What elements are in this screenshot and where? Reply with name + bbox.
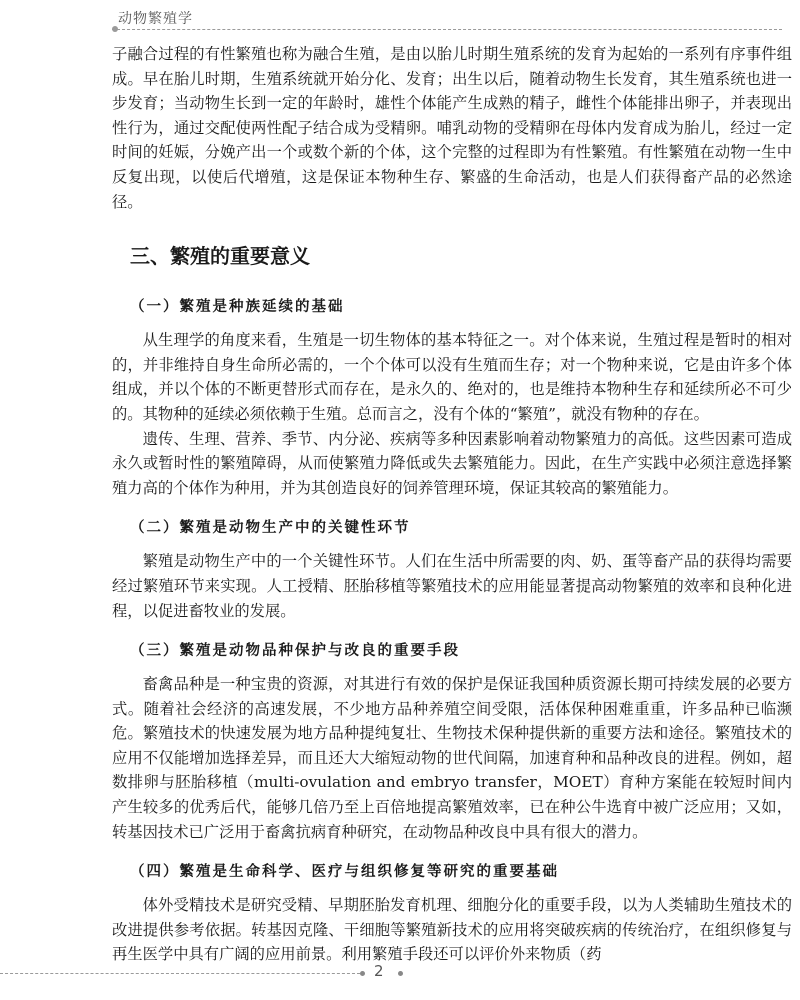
footer-dot — [360, 971, 365, 976]
page-body — [112, 42, 792, 967]
footer-rule — [0, 973, 360, 974]
footer-dot — [398, 971, 403, 976]
subsection-heading: （四）繁殖是生命科学、医疗与组织修复等研究的重要基础 — [130, 863, 559, 881]
section-heading: 三、繁殖的重要意义 — [130, 244, 310, 269]
paragraph: 遗传、生理、营养、季节、内分泌、疾病等多种因素影响着动物繁殖力的高低。这些因素可造成永久或暂时性的繁殖障碍，从而使繁殖力降低或失去繁殖能力。因此，在生产实践中必须注意选择繁殖力高的个体作为种用，并为其创造良好的饲养管理环境，保证其较高的繁殖能力。 — [112, 429, 792, 497]
paragraph: 体外受精技术是研究受精、早期胚胎发育机理、细胞分化的重要手段，以为人类辅助生殖技术的改进提供参考依据。转基因克隆、干细胞等繁殖新技术的应用将突破疾病的传统治疗，在组织修复与再生医学中具有广阔的应用前景。利用繁殖手段还可以评价外来物质（药 — [112, 896, 792, 964]
header-rule — [112, 29, 782, 30]
subsection-heading: （三）繁殖是动物品种保护与改良的重要手段 — [130, 642, 460, 660]
paragraph: 畜禽品种是一种宝贵的资源，对其进行有效的保护是保证我国种质资源长期可持续发展的必要方式。随着社会经济的高速发展，不少地方品种养殖空间受限，活体保种困难重重，许多品种已临濒危。繁殖技术的快速发展为地方品种提纯复壮、生物技术保种提供新的重要方法和途径。繁殖技术的应用不仅能增加选择差异，而且还大大缩短动物的世代间隔，加速育种和品种改良的进程。例如，超数排卵与胚胎移植（multi-ovulation and embryo transfer，MOET）育种方案能在较短时间内产生较多的优秀后代，能够几倍乃至上百倍地提高繁殖效率，已在种公牛选育中被广泛应用；又如，转基因技术已广泛用于畜禽抗病育种研究，在动物品种改良中具有很大的潜力。 — [112, 675, 792, 841]
page-footer — [0, 964, 800, 984]
running-head: 动物繁殖学 — [118, 11, 193, 27]
subsection-heading: （二）繁殖是动物生产中的关键性环节 — [130, 519, 411, 537]
page-number: 2 — [374, 962, 384, 980]
subsection-heading: （一）繁殖是种族延续的基础 — [130, 298, 345, 316]
paragraph: 子融合过程的有性繁殖也称为融合生殖，是由以胎儿时期生殖系统的发育为起始的一系列有序事件组成。早在胎儿时期，生殖系统就开始分化、发育；出生以后，随着动物生长发育，其生殖系统也进一步发育；当动物生长到一定的年龄时，雄性个体能产生成熟的精子，雌性个体能排出卵子，并表现出性行为，通过交配使两性配子结合成为受精卵。哺乳动物的受精卵在母体内发育成为胎儿，经过一定时间的妊娠，分娩产出一个或数个新的个体，这个完整的过程即为有性繁殖。有性繁殖在动物一生中反复出现，以使后代增殖，这是保证本物种生存、繁盛的生命活动，也是人们获得畜产品的必然途径。 — [112, 45, 792, 211]
paragraph: 从生理学的角度来看，生殖是一切生物体的基本特征之一。对个体来说，生殖过程是暂时的相对的，并非维持自身生命所必需的，一个个体可以没有生殖而生存；对一个物种来说，它是由许多个体组成，并以个体的不断更替形式而存在，是永久的、绝对的，也是维持本物种生存和延续所必不可少的。其物种的延续必须依赖于生殖。总而言之，没有个体的“繁殖”，就没有物种的存在。 — [112, 331, 792, 423]
paragraph: 繁殖是动物生产中的一个关键性环节。人们在生活中所需要的肉、奶、蛋等畜产品的获得均需要经过繁殖环节来实现。人工授精、胚胎移植等繁殖技术的应用能显著提高动物繁殖的效率和良种化进程，以促进畜牧业的发展。 — [112, 552, 792, 620]
